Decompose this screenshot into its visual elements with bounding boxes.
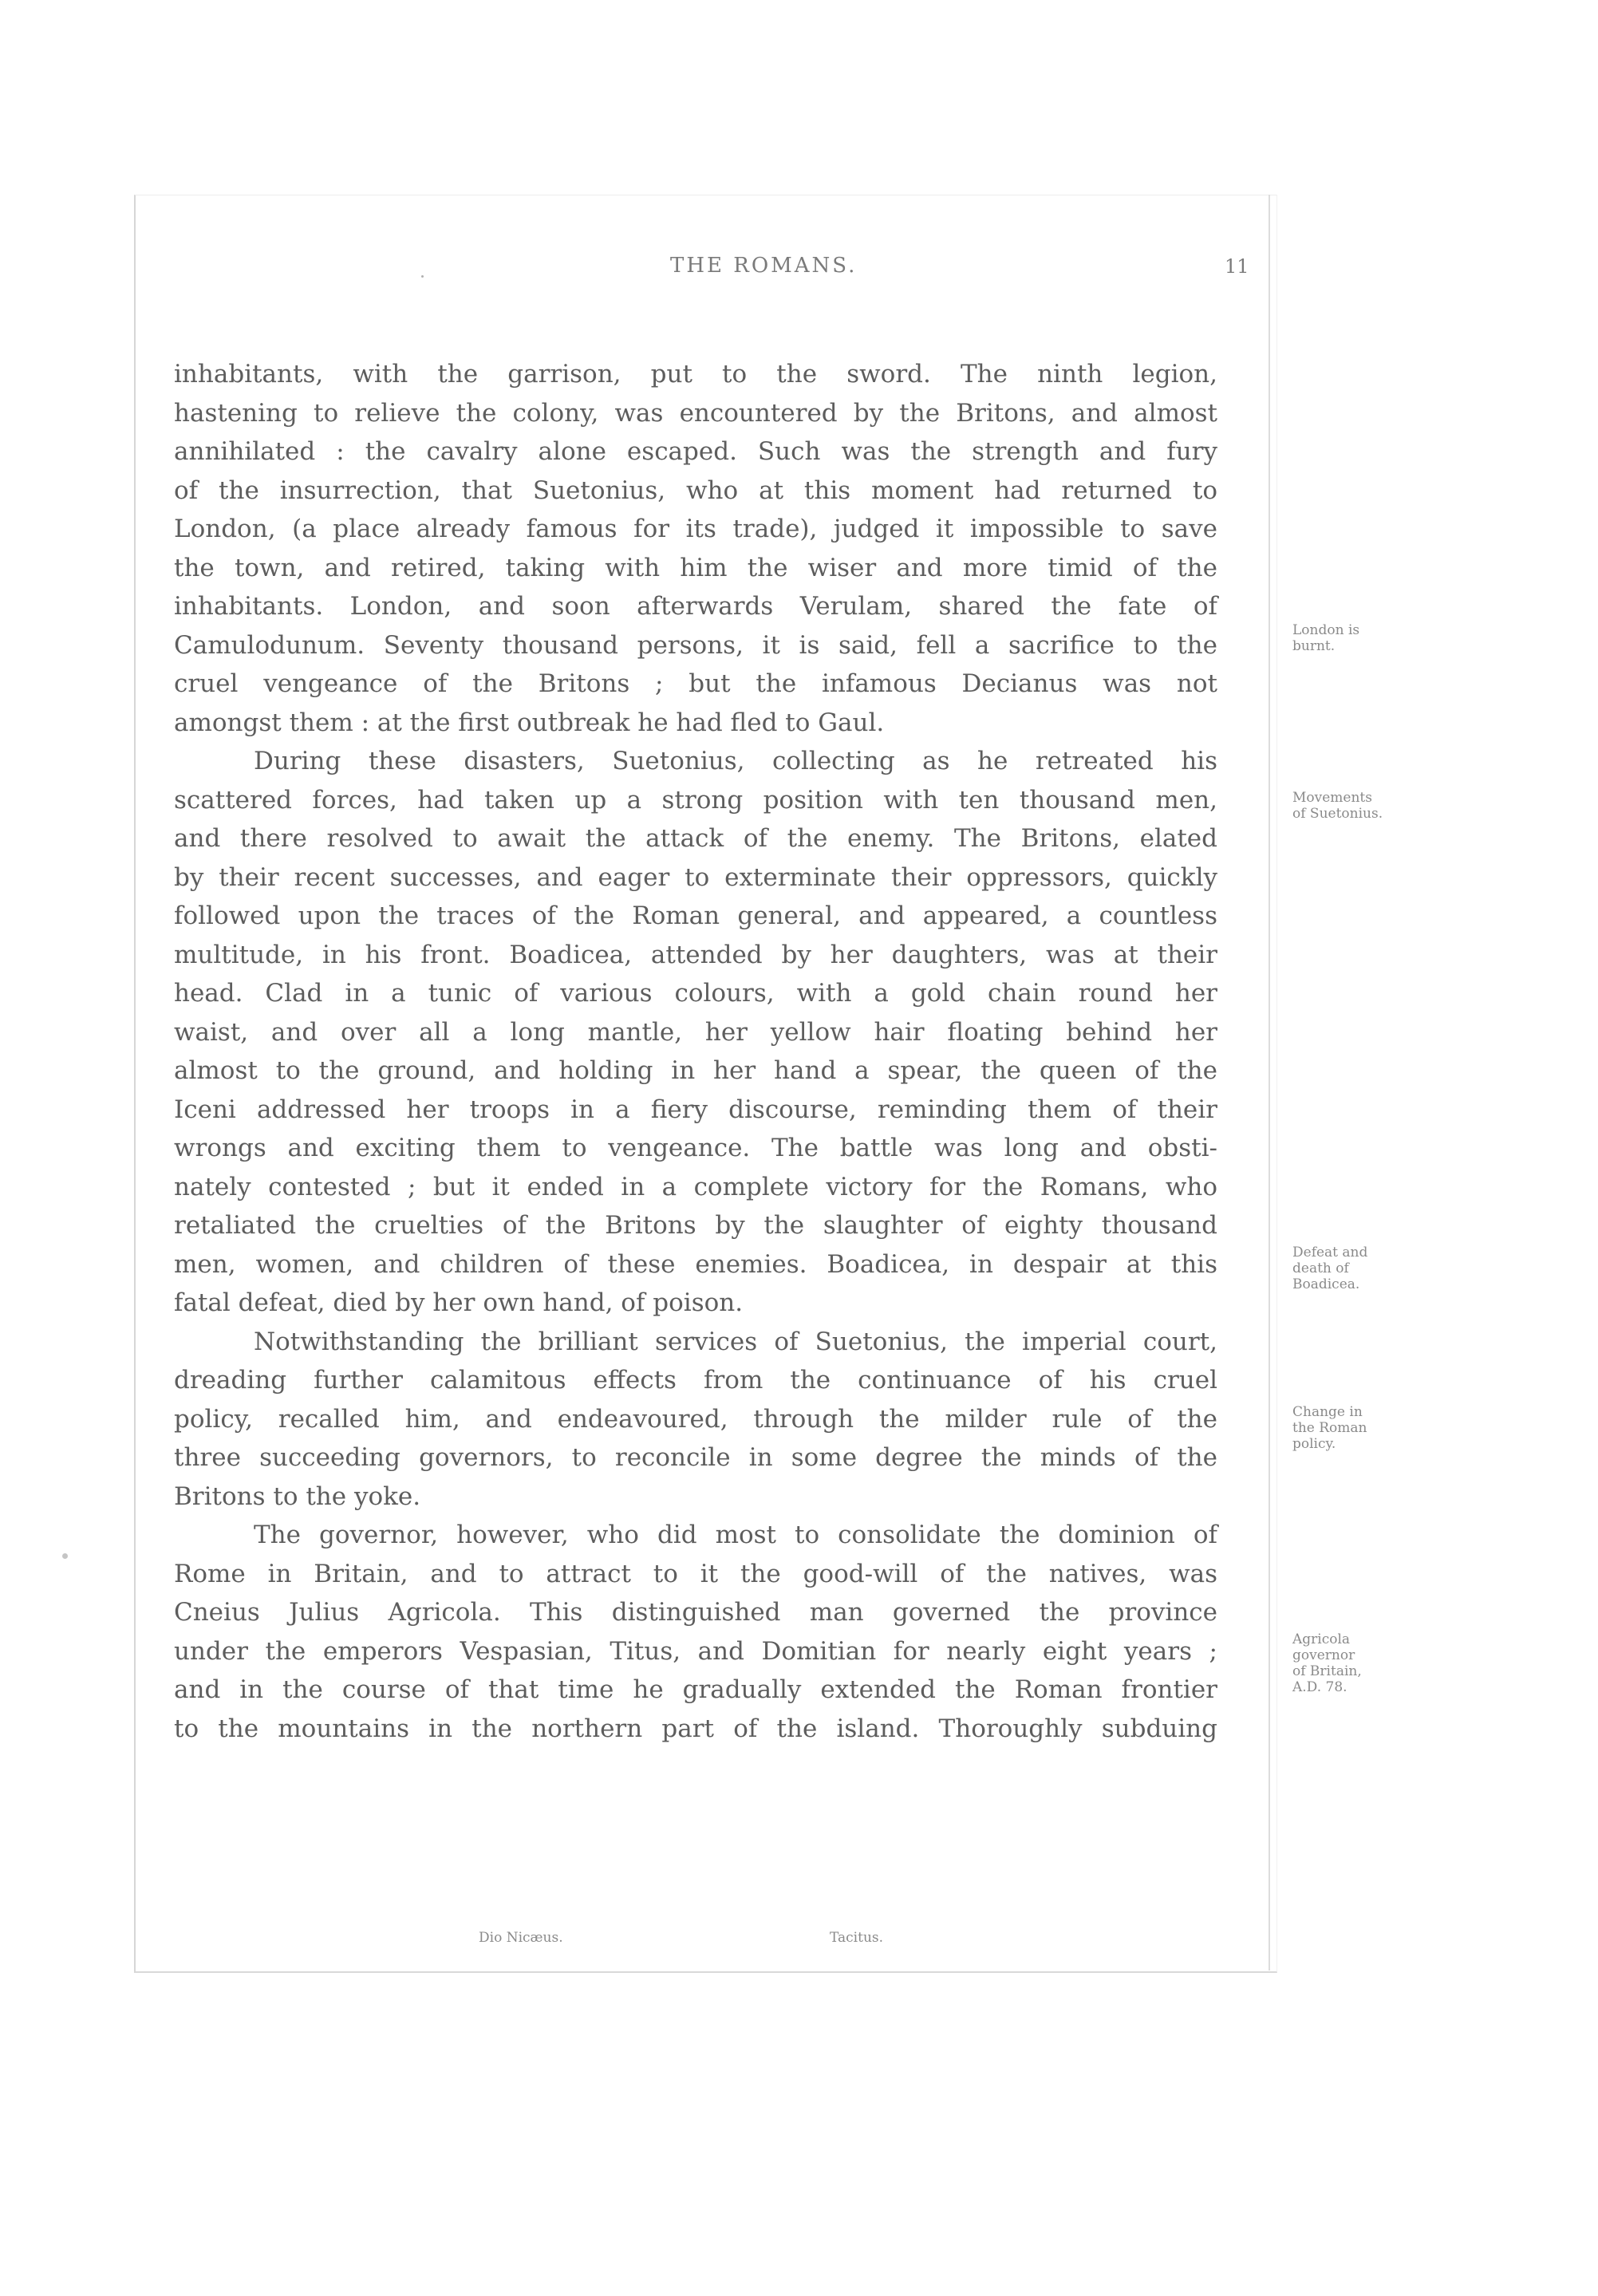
footnote-tacitus: Tacitus. bbox=[830, 1930, 884, 1946]
text-line: Camulodunum. Seventy thousand persons, it is said, fell a sacrifice to the bbox=[174, 630, 1217, 660]
text-line: London, (a place already famous for its trade), judged it impossible to save bbox=[174, 515, 1217, 543]
text-line: followed upon the traces of the Roman general, and appeared, a countless bbox=[174, 901, 1217, 930]
text-line: three succeeding governors, to reconcile in some degree the minds of the bbox=[174, 1443, 1217, 1472]
sidenote-line: death of bbox=[1292, 1260, 1349, 1276]
sidenote-change-policy bbox=[1292, 1404, 1412, 1452]
sidenote-line: Defeat and bbox=[1292, 1245, 1368, 1260]
sidenote-line: Boadicea. bbox=[1292, 1276, 1360, 1292]
sidenote-line: of Britain, bbox=[1292, 1663, 1362, 1679]
text-line: annihilated : the cavalry alone escaped. Such was the strength and fury bbox=[174, 437, 1217, 466]
text-line: by their recent successes, and eager to exterminate their oppressors, quickly bbox=[174, 862, 1217, 892]
text-line: waist, and over all a long mantle, her yellow hair floating behind her bbox=[174, 1017, 1217, 1047]
text-line: wrongs and exciting them to vengeance. The battle was long and obsti- bbox=[174, 1134, 1217, 1162]
text-line: cruel vengeance of the Britons ; but the infamous Decianus was not bbox=[174, 669, 1217, 698]
sidenote-line: policy. bbox=[1292, 1436, 1336, 1452]
sidenote-line: governor bbox=[1292, 1647, 1355, 1663]
text-line: scattered forces, had taken up a strong position with ten thousand men, bbox=[174, 785, 1217, 815]
running-head bbox=[160, 254, 1276, 286]
text-line: The governor, however, who did most to consolidate the dominion of bbox=[254, 1521, 1217, 1549]
sidenote-agricola bbox=[1292, 1631, 1412, 1695]
footnote-dio-nicaeus: Dio Nicæus. bbox=[479, 1930, 563, 1946]
sidenote-defeat-boadicea bbox=[1292, 1245, 1412, 1292]
text-line: policy, recalled him, and endeavoured, through the milder rule of the bbox=[174, 1404, 1217, 1434]
sidenote-london-burnt bbox=[1292, 622, 1412, 654]
sidenote-line: London is bbox=[1292, 622, 1360, 638]
sidenote-line: Change in bbox=[1292, 1404, 1363, 1420]
text-line: Iceni addressed her troops in a fiery discourse, reminding them of their bbox=[174, 1095, 1217, 1124]
text-line: and in the course of that time he gradually extended the Roman frontier bbox=[174, 1675, 1217, 1704]
text-line: multitude, in his front. Boadicea, attended by her daughters, was at their bbox=[174, 940, 1217, 969]
sidenote-movements-suetonius bbox=[1292, 790, 1412, 822]
sidenote-line: Agricola bbox=[1292, 1631, 1351, 1647]
text-line: under the emperors Vespasian, Titus, and Domitian for nearly eight years ; bbox=[174, 1636, 1217, 1666]
margin-rule bbox=[1269, 195, 1270, 1971]
sidenote-line: burnt. bbox=[1292, 638, 1336, 654]
text-line: inhabitants, with the garrison, put to the sword. The ninth legion, bbox=[174, 360, 1217, 389]
sidenote-line: A.D. 78. bbox=[1292, 1679, 1347, 1695]
text-line: Britons to the yoke. bbox=[174, 1481, 421, 1511]
text-line: to the mountains in the northern part of the island. Thoroughly subduing bbox=[174, 1714, 1217, 1743]
sidenote-line: of Suetonius. bbox=[1292, 806, 1383, 822]
text-line: of the insurrection, that Suetonius, who at this moment had returned to bbox=[174, 475, 1217, 505]
text-line: fatal defeat, died by her own hand, of poison. bbox=[174, 1288, 744, 1317]
text-line: dreading further calamitous effects from the continuance of his cruel bbox=[174, 1366, 1217, 1395]
text-line: head. Clad in a tunic of various colours, with a gold chain round her bbox=[174, 979, 1217, 1008]
sidenote-line: the Roman bbox=[1292, 1420, 1367, 1436]
body-text bbox=[174, 355, 1217, 1748]
ink-spot bbox=[62, 1553, 68, 1559]
page-number: 11 bbox=[1225, 255, 1249, 278]
running-title: THE ROMANS. bbox=[670, 254, 858, 278]
text-line: and there resolved to await the attack of the enemy. The Britons, elated bbox=[174, 824, 1217, 853]
text-line: almost to the ground, and holding in her hand a spear, the queen of the bbox=[174, 1056, 1217, 1085]
sidenote-line: Movements bbox=[1292, 790, 1372, 806]
text-line: Cneius Julius Agricola. This distinguished man governed the province bbox=[174, 1598, 1217, 1627]
text-line: amongst them : at the first outbreak he had fled to Gaul. bbox=[174, 708, 885, 737]
text-line: hastening to relieve the colony, was encountered by the Britons, and almost bbox=[174, 398, 1217, 428]
text-line: Notwithstanding the brilliant services of Suetonius, the imperial court, bbox=[254, 1327, 1217, 1356]
text-line: the town, and retired, taking with him the wiser and more timid of the bbox=[174, 553, 1217, 582]
text-line: men, women, and children of these enemies. Boadicea, in despair at this bbox=[174, 1249, 1217, 1279]
text-line: retaliated the cruelties of the Britons by the slaughter of eighty thousand bbox=[174, 1211, 1217, 1240]
text-line: During these disasters, Suetonius, collecting as he retreated his bbox=[254, 747, 1217, 775]
text-line: Rome in Britain, and to attract to it the good-will of the natives, was bbox=[174, 1559, 1217, 1588]
text-line: nately contested ; but it ended in a complete victory for the Romans, who bbox=[174, 1172, 1217, 1201]
text-line: inhabitants. London, and soon afterwards Verulam, shared the fate of bbox=[174, 592, 1217, 621]
